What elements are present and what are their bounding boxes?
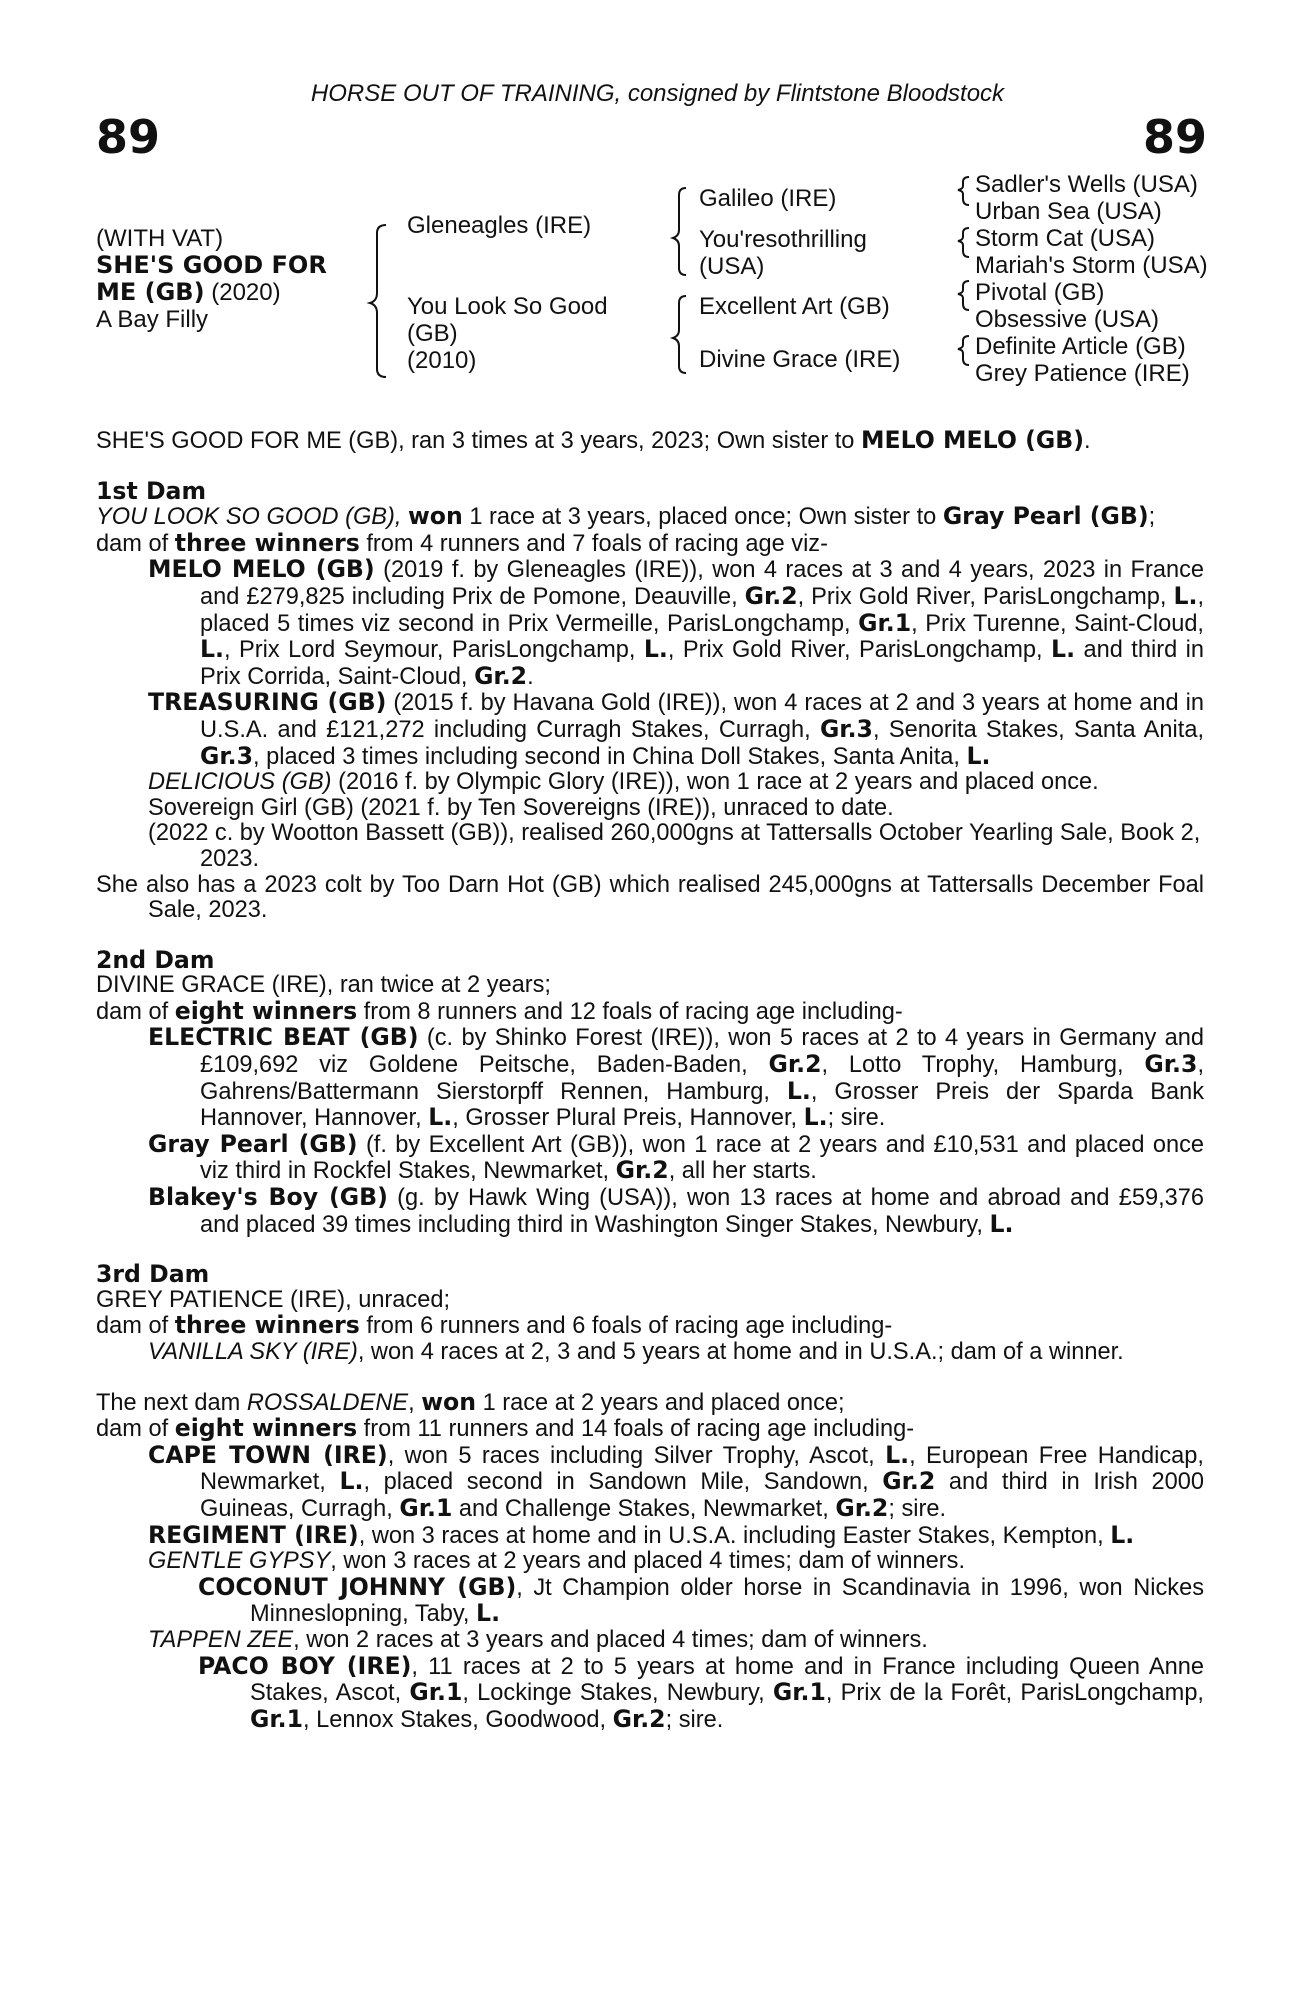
dam-name-line1: You Look So Good <box>407 293 608 320</box>
entry-gentle-gypsy: GENTLE GYPSY, won 3 races at 2 years and placed 4 times; dam of winners. <box>148 1548 965 1575</box>
gen3-8: Grey Patience (IRE) <box>975 360 1190 387</box>
sire-dam <box>699 226 867 280</box>
dam-foaling-year: (2010) <box>407 347 477 374</box>
entry-2022-colt: (2022 c. by Wootton Bassett (GB)), realised 260,000gns at Tattersalls October Yearling Sale, Book 2, 2023. <box>148 820 1201 872</box>
foaling-year: (2020) <box>204 279 281 306</box>
catalogue-body <box>96 428 1204 1733</box>
sire-sire: Galileo (IRE) <box>699 185 837 212</box>
catalogue-header: HORSE OUT OF TRAINING, consigned by Flintstone Bloodstock <box>310 80 1005 107</box>
second-dam-produce-line: dam of eight winners from 8 runners and 12 foals of racing age including- <box>96 996 903 1025</box>
next-dam-line: The next dam ROSSALDENE, won 1 race at 2 years and placed once; <box>96 1387 845 1416</box>
sire: Gleneagles (IRE) <box>407 212 592 239</box>
second-dam-heading: 2nd Dam <box>96 945 215 974</box>
entry-paco-boy: PACO BOY (IRE), 11 races at 2 to 5 years at home and in France including Queen Anne Stakes, Ascot, Gr.1, Lockinge Stakes, Newbury, Gr.1, Prix de la Forêt, ParisLongchamp, Gr.1, Lennox Stakes, Goodwood, Gr.2; sire. <box>198 1651 1204 1733</box>
gen3-ancestors <box>975 171 1208 387</box>
first-dam-heading: 1st Dam <box>96 476 207 505</box>
entry-cape-town: CAPE TOWN (IRE), won 5 races including Silver Trophy, Ascot, L., European Free Handicap, Newmarket, L., placed second in Sandown Mile, Sandown, Gr.2 and third in Irish 2000 Guineas, Curragh, Gr.1 and Challenge Stakes, Newmarket, Gr.2; sire. <box>148 1440 1204 1522</box>
sire-dam-line1: You'resothrilling <box>699 226 867 253</box>
dam-name-line2: (GB) <box>407 320 458 347</box>
gen3-5: Pivotal (GB) <box>975 279 1105 306</box>
entry-melo-melo: MELO MELO (GB) (2019 f. by Gleneagles (IRE)), won 4 races at 3 and 4 years, 2023 in France and £279,825 including Prix de Pomone, Deauville, Gr.2, Prix Gold River, ParisLongchamp, L., placed 5 times viz second in Prix Vermeille, ParisLongchamp, Gr.1, Prix Turenne, Saint-Cloud, L., Prix Lord Seymour, ParisLongchamp, L., Prix Gold River, ParisLongchamp, L. and third in Prix Corrida, Saint-Cloud, Gr.2. <box>148 555 1204 690</box>
entry-treasuring: TREASURING (GB) (2015 f. by Havana Gold (IRE)), won 4 races at 2 and 3 years at home and in U.S.A. and £121,272 including Curragh Stakes, Curragh, Gr.3, Senorita Stakes, Santa Anita, Gr.3, placed 3 times including second in China Doll Stakes, Santa Anita, L. <box>148 688 1204 770</box>
entry-delicious: DELICIOUS (GB) (2016 f. by Olympic Glory (IRE)), won 1 race at 2 years and placed once. <box>148 769 1099 796</box>
first-dam-produce-line: dam of three winners from 4 runners and 7 foals of racing age viz- <box>96 528 828 557</box>
entry-tappen-zee: TAPPEN ZEE, won 2 races at 3 years and placed 4 times; dam of winners. <box>148 1626 928 1653</box>
entry-2023-colt: She also has a 2023 colt by Too Darn Hot (GB) which realised 245,000gns at Tattersalls December Foal Sale, 2023. <box>96 871 1204 924</box>
dam <box>407 293 608 374</box>
third-dam-line: GREY PATIENCE (IRE), unraced; <box>96 1286 451 1313</box>
first-dam-line: YOU LOOK SO GOOD (GB), won 1 race at 3 years, placed once; Own sister to Gray Pearl (GB); <box>96 502 1156 531</box>
dam-sire: Excellent Art (GB) <box>699 293 890 320</box>
next-dam-produce-line: dam of eight winners from 11 runners and 14 foals of racing age including- <box>96 1414 915 1443</box>
horse-description: A Bay Filly <box>96 306 209 333</box>
horse-name-line1: SHE'S GOOD FOR <box>96 251 327 279</box>
entry-sovereign-girl: Sovereign Girl (GB) (2021 f. by Ten Sovereigns (IRE)), unraced to date. <box>148 794 894 821</box>
gen3-4: Mariah's Storm (USA) <box>975 252 1208 279</box>
entry-gray-pearl: Gray Pearl (GB) (f. by Excellent Art (GB)), won 1 race at 2 years and £10,531 and placed once viz third in Rockfel Stakes, Newmarket, Gr.2, all her starts. <box>148 1129 1205 1185</box>
entry-blakeys-boy: Blakey's Boy (GB) (g. by Hawk Wing (USA)), won 13 races at home and abroad and £59,376 and placed 39 times including third in Washington Singer Stakes, Newbury, L. <box>148 1183 1204 1238</box>
third-dam-heading: 3rd Dam <box>96 1260 210 1289</box>
gen3-6: Obsessive (USA) <box>975 306 1160 333</box>
third-dam-produce-line: dam of three winners from 6 runners and 6 foals of racing age including- <box>96 1311 893 1340</box>
dam-dam: Divine Grace (IRE) <box>699 346 901 373</box>
gen3-1: Sadler's Wells (USA) <box>975 171 1198 198</box>
entry-electric-beat: ELECTRIC BEAT (GB) (c. by Shinko Forest (IRE)), won 5 races at 2 to 4 years in Germany and £109,692 viz Goldene Peitsche, Baden-Baden, Gr.2, Lotto Trophy, Hamburg, Gr.3, Gahrens/Battermann Sierstorpff Rennen, Hamburg, L., Grosser Preis der Sparda Bank Hannover, Hannover, L., Grosser Plural Preis, Hannover, L.; sire. <box>148 1023 1204 1132</box>
summary-line: SHE'S GOOD FOR ME (GB), ran 3 times at 3 years, 2023; Own sister to MELO MELO (GB). <box>96 426 1091 454</box>
second-dam-line: DIVINE GRACE (IRE), ran twice at 2 years; <box>96 972 551 999</box>
lot-number-left: 89 <box>96 110 161 164</box>
gen3-3: Storm Cat (USA) <box>975 225 1156 252</box>
vat-label: (WITH VAT) <box>96 225 224 252</box>
entry-coconut-johnny: COCONUT JOHNNY (GB), Jt Champion older horse in Scandinavia in 1996, won Nickes Minneslopning, Taby, L. <box>198 1572 1205 1628</box>
lot-number-right: 89 <box>1142 110 1207 164</box>
sire-dam-line2: (USA) <box>699 253 765 280</box>
horse-name-line2: ME (GB) <box>96 278 205 306</box>
gen3-2: Urban Sea (USA) <box>975 198 1162 225</box>
gen3-7: Definite Article (GB) <box>975 333 1186 360</box>
entry-vanilla-sky: VANILLA SKY (IRE), won 4 races at 2, 3 and 5 years at home and in U.S.A.; dam of a winner. <box>148 1339 1124 1365</box>
entry-regiment: REGIMENT (IRE), won 3 races at home and in U.S.A. including Easter Stakes, Kempton, L. <box>148 1520 1135 1549</box>
